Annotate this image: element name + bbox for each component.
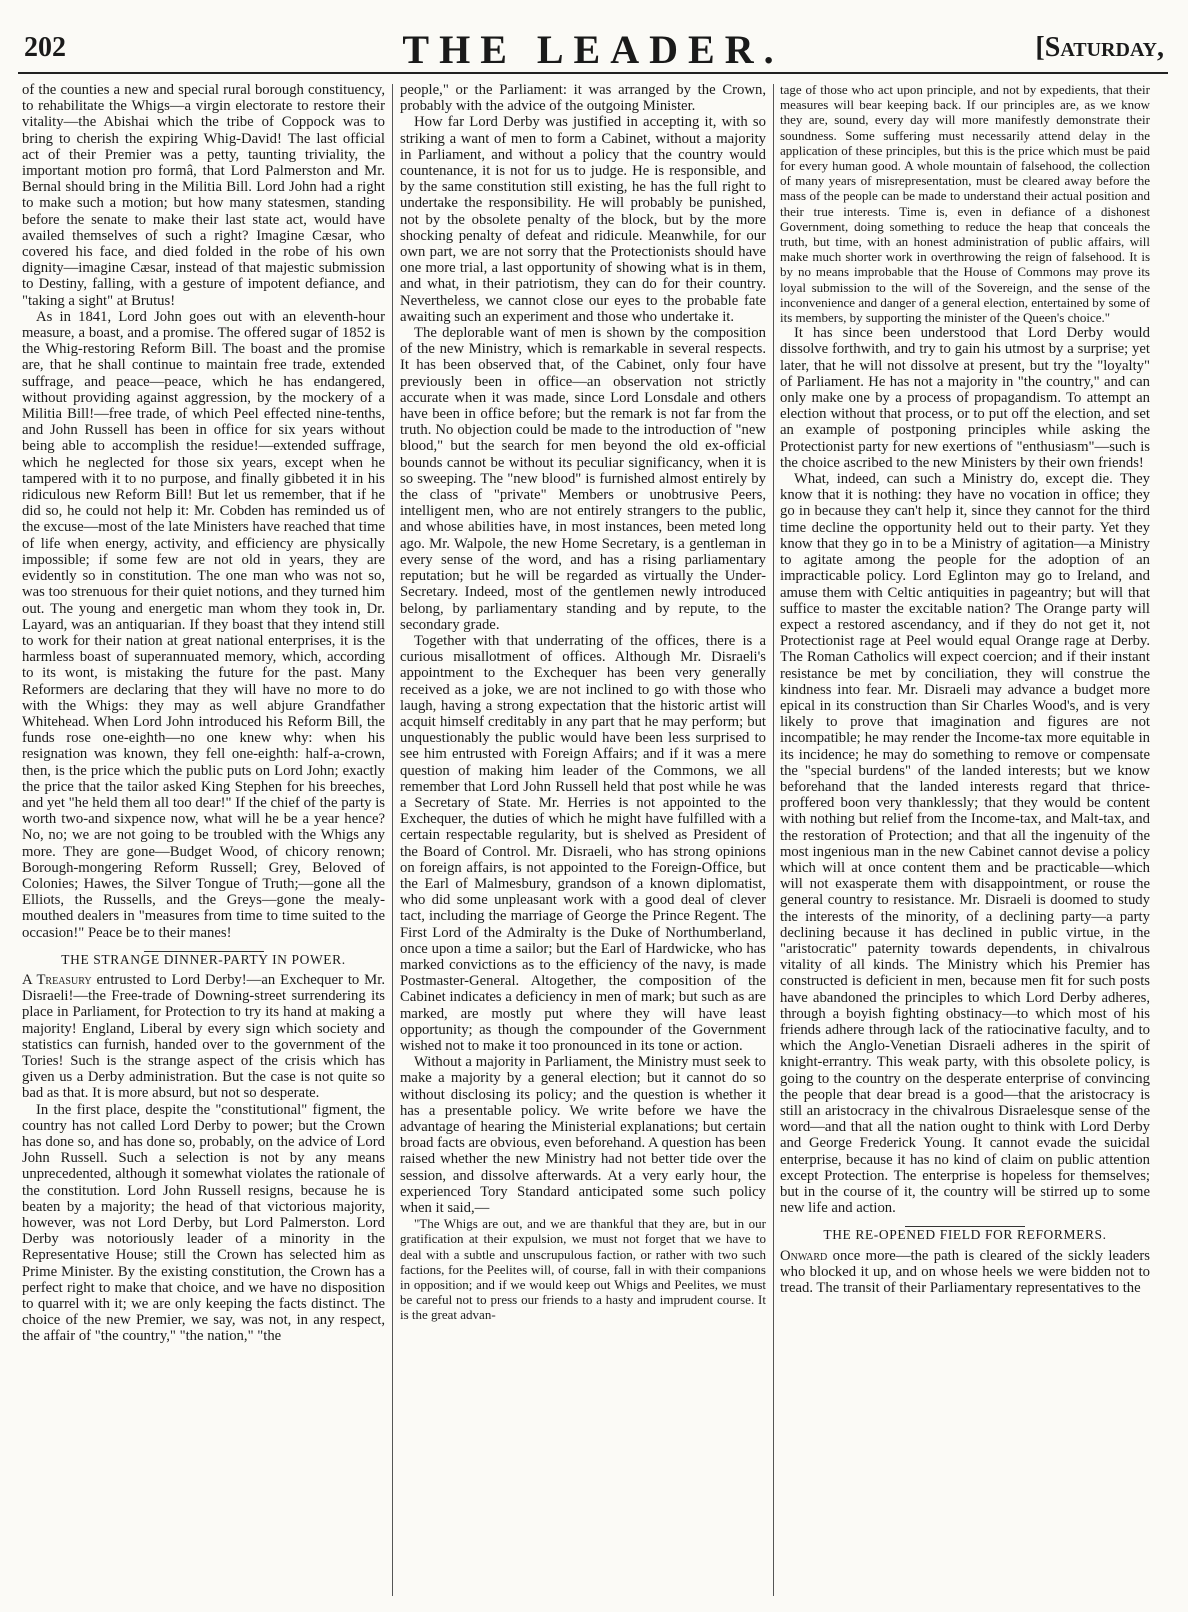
paragraph xyxy=(22,972,385,1102)
lead-caps: A Treasury xyxy=(22,971,92,988)
paragraph-text: entrusted to Lord Derby!—an Exchequer to Mr. Disraeli!—the Free-trade of Downing-street surrendering its place in Parliament, for Protection to try its hand at making a majority! England, Liberal by every sign which society and statistics can furnish, handed over to the government of the Tories! Such is the strange aspect of the crisis which has given us a Derby administration. But the case is not quite so bad as that. It is more absurd, but not so desperate. xyxy=(22,971,385,1102)
paragraph: As in 1841, Lord John goes out with an eleventh-hour measure, a boast, and a promise. The offered sugar of 1852 is the Whig-restoring Reform Bill. The boast and the promise are, that he shall continue to maintain free trade, extended suffrage, and peace—peace, which he has endangered, without providing against aggression, by the mockery of a Militia Bill!—free trade, of which Peel effected nine-tenths, and John Russell has been in office for six years without being able to accomplish the residue!—extended suffrage, which he neglected for those six years, except when he tampered with it to no purpose, and finally gibbeted it in his ridiculous new Reform Bill! But let us remember, that if he did so, he could not help it: Mr. Cobden has reminded us of the excuse—most of the late Ministers have reached that time of life when energy, activity, and efficiency are physically impossible; if some few are not old in years, they are evidently so in constitution. The one man who was not so, was too strenuous for their quiet notions, and they turned him out. The young and energetic man whom they took in, Dr. Layard, was an antiquarian. If they boast that they intend still to work for their nation at great national enterprises, it is the harmless boast of superannuated memory, which, according to its wont, is mistaking the future for the past. Many Reformers are declaring that they will have no more to do with the Whigs: they may as well abjure Grandfather Whitehead. When Lord John introduced his Reform Bill, the funds rose one-eighth—no one knew why: when his resignation was known, they fell one-eighth: half-a-crown, then, is the price which the public puts on Lord John; exactly the price that the tailor asked King Stephen for his breeches, and yet "he held them all too dear!" If the chief of the party is worth two-and sixpence now, what will he be a year hence? No, no; we are not going to be troubled with the Whigs any more. They are gone—Budget Wood, of chicory renown; Borough-mongering Reform Russell; Grey, Beloved of Colonies; Hawes, the Silver Tongue of Truth;—gone all the Elliots, the Russells, and the Greys—gone the mealy-mouthed dealers in "measures from time to time suited to the occasion!" Peace be to their manes! xyxy=(22,308,385,941)
paragraph: It has since been understood that Lord Derby would dissolve forthwith, and try to gain his utmost by a surprise; yet later, that he will not dissolve at present, but try the "loyalty" of Parliament. He has not a majority in "the country," and can only make one by a process of propagandism. To attempt an election without that process, or to put off the election, and set an example of postponing principles while asking the Protectionist party for new exertions of "enthusiasm"—such is the choice ascribed to the new Ministers by their own friends! xyxy=(780,325,1150,471)
article-heading-text: THE RE-OPENED FIELD FOR REFORMERS. xyxy=(823,1227,1107,1243)
article-heading xyxy=(780,1226,1150,1243)
paragraph: of the counties a new and special rural borough constituency, to rehabilitate the Whigs—a virgin electorate to restore their vitality—the Abishai which the tribe of Coppock was to bring to cherish the expiring Whig-David! The last official act of their Premier was a petty, taunting triviality, the important motion pro formâ, that Lord Palmerston and Mr. Bernal should bring in the Militia Bill. Lord John had a right to make such a motion; but how many statesmen, standing before the senate to make their last state act, would have availed themselves of such a right? Imagine Cæsar, who covered his face, and died folded in the robe of his own dignity—imagine Cæsar, instead of that majestic submission to Destiny, falling, with a gesture of impotent defiance, and "taking a sight" at Brutus! xyxy=(22,82,385,309)
paragraph: Together with that underrating of the offices, there is a curious misallotment of offices. Although Mr. Disraeli's appointment to the Exchequer has been very generally received as a joke, we are not inclined to go with those who laugh, having a strong expectation that the historic artist will acquit himself creditably in any part that he may perform; but unquestionably the public would have been less surprised to see him entrusted with Foreign Affairs; and if it was a mere question of making him leader of the Commons, we all remember that Lord John Russell held that post while he was a Secretary of State. Mr. Herries is not appointed to the Exchequer, the duties of which he might have fulfilled with a certain respectable regularity, but is shelved as President of the Board of Control. Mr. Disraeli, who has strong opinions on foreign affairs, is not appointed to the Foreign-Office, but the Earl of Malmesbury, grandson of a known diplomatist, who did some unpleasant work with a good deal of clever tact, including the marriage of George the Prince Regent. The First Lord of the Admiralty is the Duke of Northumberland, once upon a time a sailor; but the Earl of Hardwicke, who has marked convictions as to the efficiency of the navy, is made Postmaster-General. Altogether, the composition of the Cabinet indicates a deficiency in men of mark; but such as are marked, are mostly put where they will have least opportunity; as though the compounder of the Government wished not to make it too pronounced in its tone or action. xyxy=(400,632,766,1054)
column-3 xyxy=(780,82,1150,1600)
masthead-day: [Saturday, xyxy=(1035,32,1164,63)
paragraph: Without a majority in Parliament, the Ministry must seek to make a majority by a general election; but it cannot do so without disclosing its policy; and the question is whether it has a presentable policy. We write before we have the advantage of hearing the Ministerial explanations; but certain broad facts are obvious, even beforehand. A question has been raised whether the new Ministry had not better tide over the session, and dissolve afterwards. At a very early hour, the experienced Tory Standard anticipated some such policy when it said,— xyxy=(400,1054,766,1217)
column-1 xyxy=(22,82,385,1600)
page-number: 202 xyxy=(24,32,66,63)
paragraph-text: once more—the path is cleared of the sickly leaders who blocked it up, and on whose heels we were bidden not to tread. The transit of their Parliamentary representatives to the xyxy=(780,1247,1150,1297)
paragraph: How far Lord Derby was justified in accepting it, with so striking a want of men to form a Cabinet, without a majority in Parliament, and without a policy that the country would countenance, it is not for us to judge. He is responsible, and by the same constitution still existing, he has the full right to undertake the responsibility. He will probably be punished, not by the obsolete penalty of the block, but by the more shocking penalty of defeat and ridicule. Meanwhile, for our own part, we are not sorry that the Protectionists should have one more trial, a last opportunity of showing what is in them, and what, in their patriotism, they can do for their country. Nevertheless, we cannot close our eyes to the probable fate awaiting such an experiment and those who undertake it. xyxy=(400,114,766,325)
paragraph: In the first place, despite the "constitutional" figment, the country has not called Lord Derby to power; but the Crown has done so, and has done so, probably, on the advice of Lord John Russell. Such a selection is not by any means unprecedented, although it somewhat violates the rationale of the constitution. Lord John Russell resigns, because he is beaten by a majority; the head of that victorious majority, however, was not Lord Derby, but Lord Palmerston. Lord Derby was notoriously leader of a minority in the Representative House; still the Crown has selected him as Prime Minister. By the existing constitution, the Crown has a perfect right to make that choice, and we have no disposition to quarrel with it; we are only keeping the facts distinct. The choice of the new Premier, we say, was not, in any respect, the affair of "the country," "the nation," "the xyxy=(22,1101,385,1345)
column-divider-1 xyxy=(392,84,393,1596)
paragraph: What, indeed, can such a Ministry do, except die. They know that it is nothing: they have no vocation in office; they go in because they can't help it, since they cannot for the third time decline the opportunity held out to their party. Yet they know that they go in to be a Ministry of agitation—a Ministry to agitate among the people for the adoption of an impracticable policy. Lord Eglinton may go to Ireland, and amuse them with Celtic antiquities in pageantry; but will that suffice to master the excitable nation? The Orange party will expect a restored ascendancy, and if they do not get it, not Protectionist rage at Peel would equal Orange rage at Derby. The Roman Catholics will expect coercion; and if their instant resistance be met by conciliation, they will construe the kindness into fear. Mr. Disraeli may advance a budget more epical in its construction than Sir Charles Wood's, and is very likely to prove that imagination and figures are not incompatible; he may render the Income-tax more equitable in its incidence; he may do something to remove or compensate the "special burdens" of the landed interests; but we know beforehand that the landed interests regard that thrice-proffered boon very thanklessly; that they would be content with nothing but relief from the Income-tax, and Malt-tax, and the restoration of Protection; and that all the ingenuity of the most ingenious man in the new Cabinet cannot devise a policy which will at once content them and be practicable—which will not exasperate them with disappointment, or rouse the general country to resistance. Mr. Disraeli is doomed to study the interests of the minority, of a declining party—a party declining because it has declined in public virtue, in the "aristocratic" paternity towards dependents, in chivalrous vitality of all kinds. The Ministry which his Premier has constructed is deficient in men, because men fit for such posts have abandoned the principles to which Lord Derby adheres, through a boyish fighting obstinacy—to which most of his friends adhere through lack of the ratiocinative faculty, and to which the Anglo-Venetian Disraeli adheres in the spirit of knight-errantry. This weak party, with this obsolete policy, is going to the country on the desperate enterprise of convincing the people that dear bread is a good—that the aristocracy is still an aristocracy in the chivalrous Disraelesque sense of the word—and that all the nation ought to think with Lord Derby and George Frederick Young. It cannot evade the suicidal enterprise, because it has no kind of claim on public attention except Protection. The enterprise is hopeless for themselves; but in the course of it, the country will be stirred up to some new life and action. xyxy=(780,471,1150,1217)
block-quote: tage of those who act upon principle, and not by expedients, that their measures will bear keeping back. If our principles are, as we know they are, sound, every day will more manifestly demonstrate their soundness. Some suffering must necessarily attend delay in the application of these principles, but this is the price which must be paid for every human good. A whole mountain of falsehood, the collection of many years of misrepresentation, must be cleared away before the mass of the people can be made to understand their actual position and their true interests. Time is, even in defiance of a dishonest Government, doing something to reduce the heap that conceals the truth, but time, with an honest administration of public affairs, will make much shorter work in overthrowing the reign of falsehood. It is by no means improbable that the House of Commons may prove its loyal submission to the will of the Sovereign, and the sense of the inconvenience and danger of a general election, entertained by some of its members, by supporting the minister of the Queen's choice." xyxy=(780,82,1150,326)
column-2 xyxy=(400,82,766,1600)
block-quote: "The Whigs are out, and we are thankful that they are, but in our gratification at their expulsion, we must not forget that we have to deal with a subtle and unscrupulous faction, or rather with two such factions, for the Peelites will, of course, fall in with their companions in opposition; and if we would keep out Whigs and Peelites, we must be careful not to press our friends to a hasty and imprudent course. It is the great advan- xyxy=(400,1216,766,1323)
article-heading-text: THE STRANGE DINNER-PARTY IN POWER. xyxy=(61,951,346,967)
paper-title: THE LEADER. xyxy=(402,27,784,72)
article-heading xyxy=(22,951,385,968)
masthead xyxy=(18,22,1168,74)
lead-caps: Onward xyxy=(780,1247,828,1264)
column-divider-2 xyxy=(773,84,774,1596)
paragraph: people," or the Parliament: it was arranged by the Crown, probably with the advice of the outgoing Minister. xyxy=(400,82,766,115)
paragraph xyxy=(780,1248,1150,1297)
paragraph: The deplorable want of men is shown by the composition of the new Ministry, which is remarkable in several respects. It has been observed that, of the Cabinet, only four have previously been in office—an observation not strictly accurate when it was made, since Lord Lonsdale and others have been in office before; but the remark is not far from the truth. No objection could be made to the introduction of "new blood," but the search for men beyond the old ex-official bounds cannot be without its peculiar significancy, when it is so sweeping. The "new blood" is furnished almost entirely by the class of "private" Members or unobtrusive Peers, intelligent men, who are not entirely strangers to the public, and whose abilities have, in most instances, been meted long ago. Mr. Walpole, the new Home Secretary, is a gentleman in every sense of the word, and has a rising parliamentary reputation; but he will be regarded as virtually the Under-Secretary. Indeed, most of the gentlemen newly introduced belong, by parliamentary standing and by repute, to the secondary grade. xyxy=(400,325,766,633)
